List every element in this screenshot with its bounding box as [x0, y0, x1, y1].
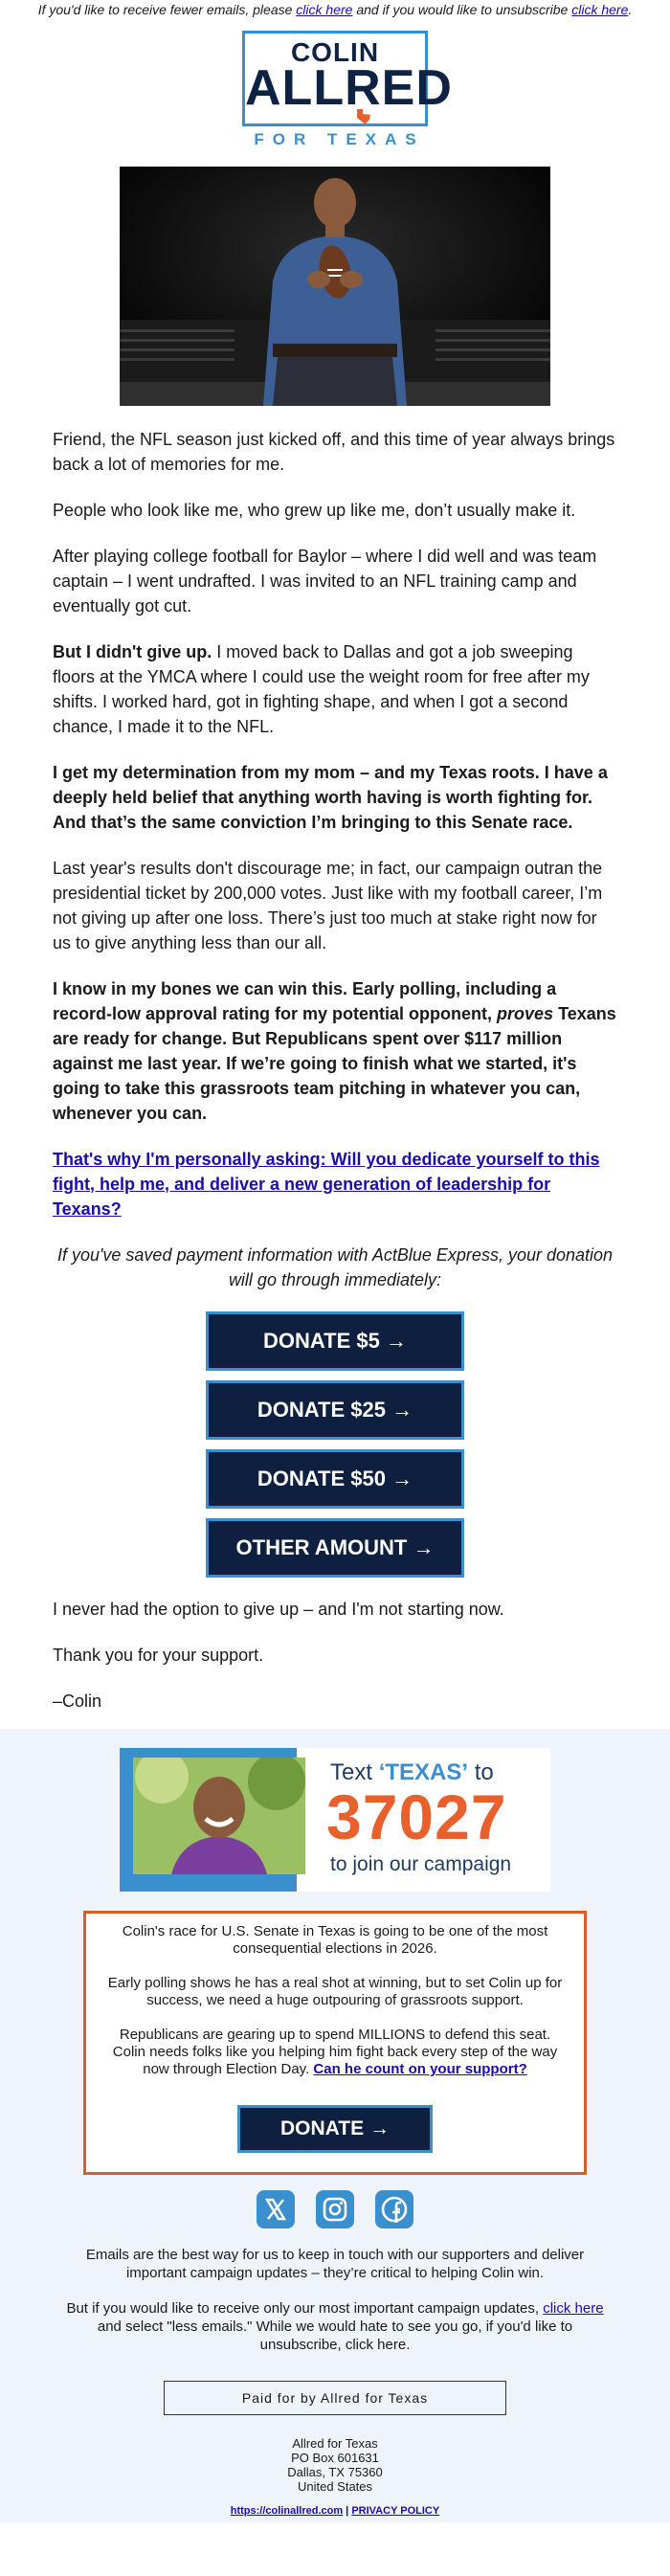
address-line-2: PO Box 601631 [291, 2451, 379, 2465]
facebook-social-link[interactable] [375, 2190, 413, 2229]
body-paragraph-1: Friend, the NFL season just kicked off, and this time of year always brings back a lot of memories for me. [53, 430, 615, 474]
address-line-4: United States [297, 2479, 373, 2494]
website-link[interactable]: https://colinallred.com [230, 2505, 344, 2517]
body-paragraph-3: After playing college football for Baylor – where I did well and was team captain – I went undrafted. I was invited to an NFL training camp and eventually got cut. [53, 547, 597, 616]
notice-suffix: . [628, 2, 633, 17]
actblue-note: If you've saved payment information with ActBlue Express, your donation will go through immediately: [56, 1245, 614, 1289]
notice-middle: and if you would like to unsubscribe [352, 2, 572, 17]
logo-tagline: FOR TEXAS [254, 130, 425, 148]
paid-for-disclaimer: Paid for by Allred for Texas [164, 2381, 506, 2415]
closing-line-1: I never had the option to give up – and I'm not starting now. [53, 1600, 504, 1619]
facebook-icon [375, 2190, 413, 2229]
body-paragraph-7-em: proves [497, 1004, 554, 1023]
footer-message-1: Emails are the best way for us to keep in touch with our supporters and deliver important campaign updates – they’re critical to helping Colin win. [85, 2247, 585, 2281]
body-paragraph-5: I get my determination from my mom – and my Texas roots. I have a deeply held belief that anything worth having is worth fighting for. And that’s the same conviction I’m bringing to this Senate race. [53, 763, 608, 832]
donate-5-button[interactable]: DONATE $5 → [206, 1311, 464, 1371]
footer-message-2-post: and select "less emails." While we would hate to see you go, if you'd like to unsubscribe, click here. [97, 2318, 573, 2353]
appeal-paragraph-2: Early polling shows he has a real shot at winning, but to set Colin up for success, we need a huge outpouring of grassroots support. [107, 1975, 563, 2008]
signoff: –Colin [53, 1691, 102, 1711]
donate-button-group [53, 1311, 617, 1578]
footer-link-separator: | [343, 2505, 352, 2517]
notice-prefix: If you'd like to receive fewer emails, please [37, 2, 297, 17]
banner-photo [133, 1758, 305, 1874]
hero-photo [120, 167, 550, 406]
body-paragraph-4-rest: I moved back to Dallas and got a job sweeping floors at the YMCA where I could use the weight room for free after my shifts. I worked hard, got in fighting shape, and when I got a second chance, I made it to the NFL. [53, 642, 590, 736]
x-icon [257, 2190, 295, 2229]
smiling-candidate-photo [133, 1758, 305, 1874]
sms-signup-banner[interactable] [120, 1748, 550, 1892]
logo-first-name: COLIN [290, 37, 380, 67]
donate-other-amount-button[interactable]: OTHER AMOUNT → [206, 1518, 464, 1578]
email-body [0, 427, 670, 1714]
address-line-1: Allred for Texas [292, 2436, 378, 2451]
appeal-paragraph-3 [101, 2027, 569, 2078]
appeal-box [83, 1911, 587, 2175]
body-paragraph-4-bold: But I didn't give up. [53, 642, 212, 661]
footer-links [0, 2505, 670, 2517]
body-paragraph-7 [53, 976, 617, 1126]
mailing-address [0, 2436, 670, 2494]
instagram-social-link[interactable] [316, 2190, 354, 2229]
footer-message-2 [0, 2299, 670, 2354]
unsubscribe-link[interactable]: click here [571, 2, 629, 17]
appeal-donate-button[interactable]: DONATE → [237, 2105, 433, 2153]
appeal-paragraph-3-text: Republicans are gearing up to spend MILLIONS to defend this seat. Colin needs folks like you helping him fight back every step of the way now through Election Day. [112, 2027, 558, 2077]
body-paragraph-4 [53, 639, 617, 739]
sms-tagline: to join our campaign [330, 1853, 512, 1875]
logo-container [0, 31, 670, 126]
donate-50-button[interactable]: DONATE $50 → [206, 1449, 464, 1509]
sms-shortcode: 37027 [326, 1781, 507, 1852]
fewer-emails-link[interactable]: click here [296, 2, 353, 17]
body-paragraph-7-b: Texans are ready for change. But Republicans spent over $117 million against me last year. If we’re going to finish what we started, it's going to take this grassroots team pitching in whatever you can, whenever you can. [53, 1004, 616, 1123]
sms-text-pre: Text [330, 1759, 379, 1785]
social-links [0, 2190, 670, 2229]
personal-ask-link[interactable]: That's why I'm personally asking: Will you dedicate yourself to this fight, help me, and deliver a new generation of leadership for Texans? [53, 1150, 600, 1219]
x-social-link[interactable] [257, 2190, 295, 2229]
footer-message-2-pre: But if you would like to receive only our most important campaign updates, [66, 2300, 544, 2317]
footer [0, 1729, 670, 2522]
address-line-3: Dallas, TX 75360 [287, 2465, 383, 2479]
closing-line-2: Thank you for your support. [53, 1646, 264, 1665]
less-emails-link[interactable]: click here [543, 2300, 604, 2317]
sms-text-post: to [468, 1759, 494, 1785]
logo-last-name: ALLRED [245, 60, 453, 116]
sms-keyword: ‘TEXAS’ [378, 1759, 469, 1785]
body-paragraph-7-a: I know in my bones we can win this. Early polling, including a record-low approval rating for my potential opponent, [53, 979, 557, 1023]
body-paragraph-2: People who look like me, who grew up like me, don’t usually make it. [53, 501, 576, 520]
football-player-photo [120, 167, 550, 406]
email-preferences-notice [0, 0, 670, 17]
campaign-logo [242, 31, 453, 126]
privacy-policy-link[interactable]: PRIVACY POLICY [351, 2505, 440, 2517]
texas-star-icon [353, 108, 372, 125]
instagram-icon [316, 2190, 354, 2229]
appeal-paragraph-1: Colin's race for U.S. Senate in Texas is going to be one of the most consequential elections in 2026. [122, 1923, 548, 1957]
body-paragraph-6: Last year's results don't discourage me; in fact, our campaign outran the presidential ticket by 200,000 votes. Just like with my football career, I’m not giving up after one loss. There’s just too much at stake right now for us to give anything less than our all. [53, 859, 603, 952]
support-link[interactable]: Can he count on your support? [313, 2061, 527, 2077]
personal-ask [53, 1147, 617, 1221]
donate-25-button[interactable]: DONATE $25 → [206, 1380, 464, 1440]
